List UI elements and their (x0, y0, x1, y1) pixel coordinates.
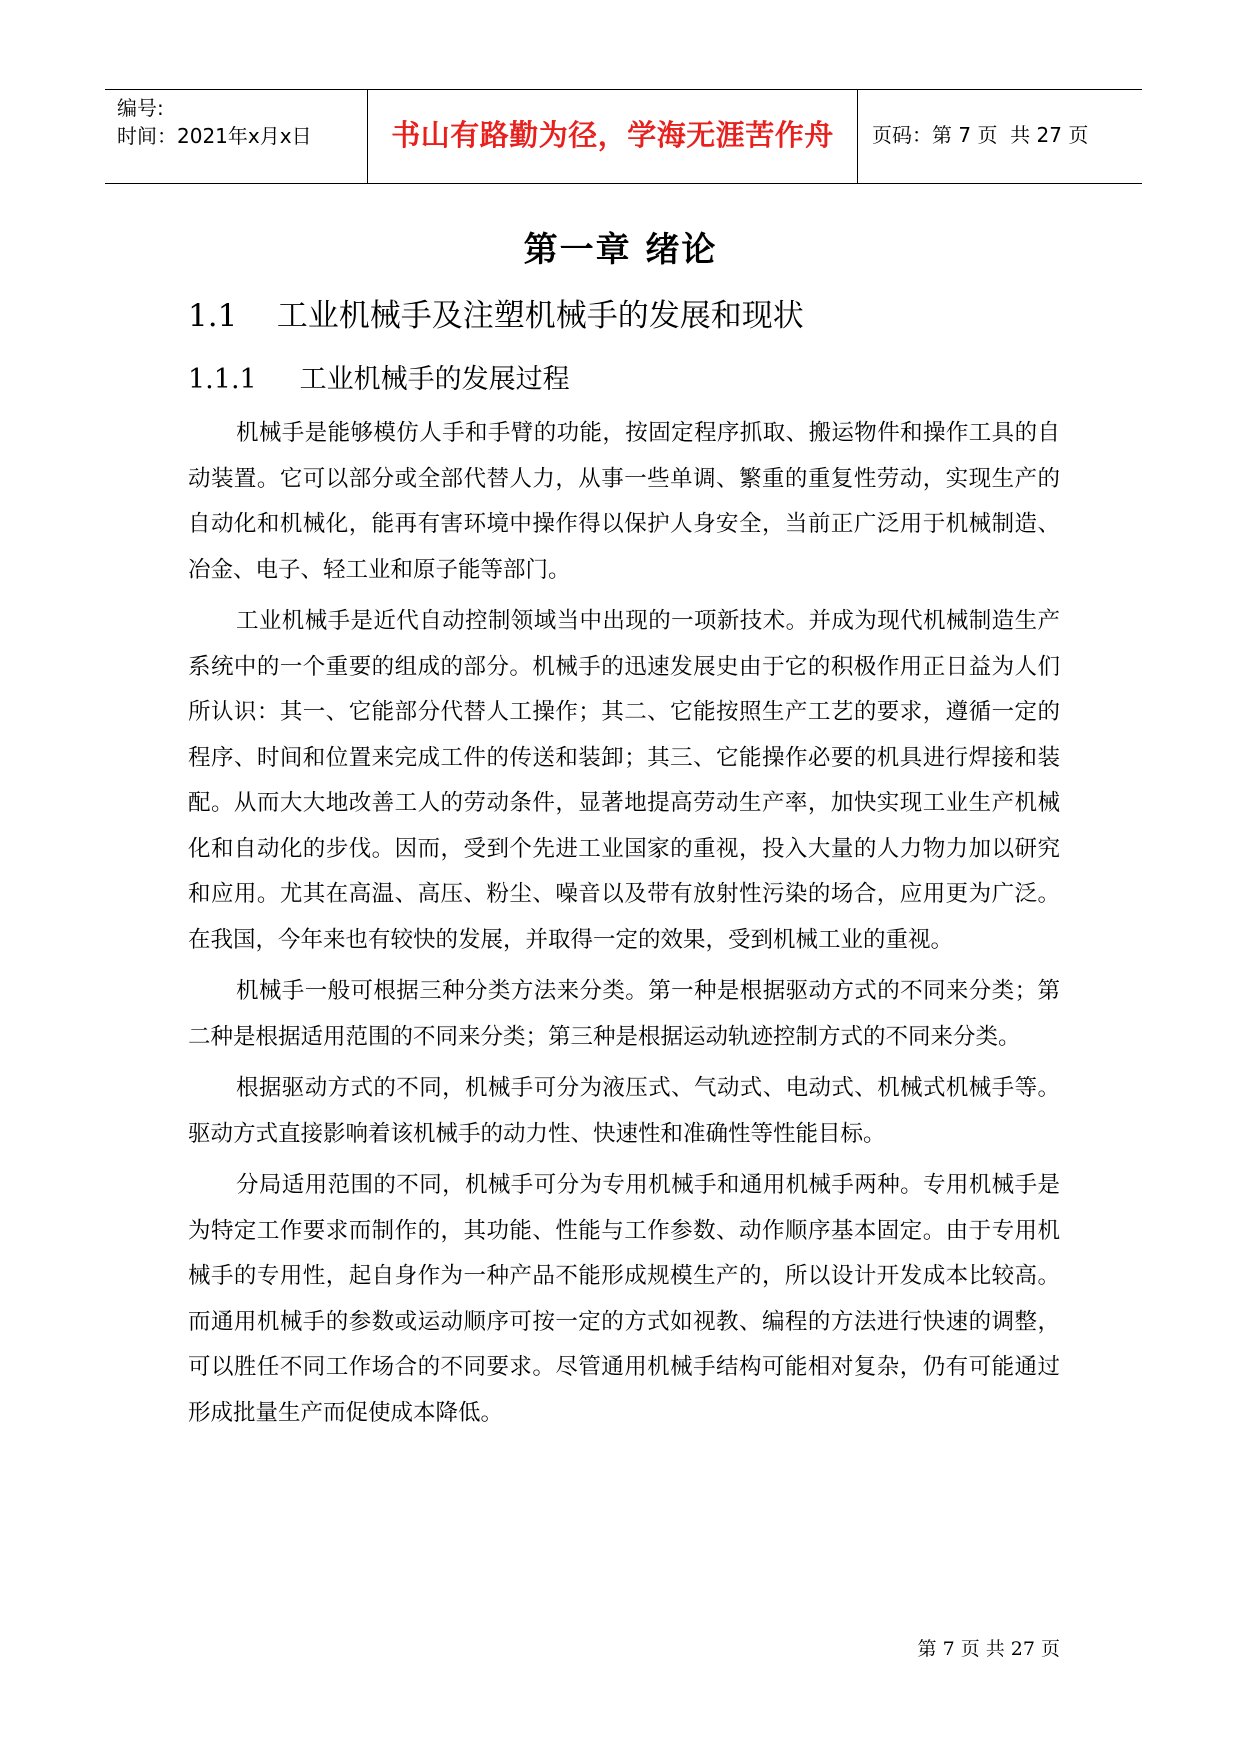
paragraph: 根据驱动方式的不同，机械手可分为液压式、气动式、电动式、机械式机械手等。驱动方式直接影响着该机械手的动力性、快速性和准确性等性能目标。 (188, 1075, 1060, 1147)
document-header (105, 89, 1142, 184)
header-meta-cell (105, 90, 368, 183)
page-footer: 第 7 页 共 27 页 (917, 1638, 1060, 1660)
header-page-info: 页码：第 7 页 共 27 页 (872, 123, 1089, 147)
header-number-label: 编号: (117, 96, 164, 120)
body-text (188, 411, 1060, 1442)
subsection-heading: 1.1.1 工业机械手的发展过程 (188, 364, 570, 395)
chapter-title: 第一章 绪论 (523, 230, 718, 270)
paragraph: 工业机械手是近代自动控制领域当中出现的一项新技术。并成为现代机械制造生产系统中的一个重要的组成的部分。机械手的迅速发展史由于它的积极作用正日益为人们所认识：其一、它能部分代替人工操作；其二、它能按照生产工艺的要求，遵循一定的程序、时间和位置来完成工件的传送和装卸；其三、它能操作必要的机具进行焊接和装配。从而大大地改善工人的劳动条件，显著地提高劳动生产率，加快实现工业生产机械化和自动化的步伐。因而，受到个先进工业国家的重视，投入大量的人力物力加以研究和应用。尤其在高温、高压、粉尘、噪音以及带有放射性污染的场合，应用更为广泛。在我国，今年来也有较快的发展，并取得一定的效果，受到机械工业的重视。 (188, 608, 1060, 953)
section-heading: 1.1 工业机械手及注塑机械手的发展和现状 (188, 298, 804, 334)
paragraph: 机械手是能够模仿人手和手臂的功能，按固定程序抓取、搬运物件和操作工具的自动装置。它可以部分或全部代替人力，从事一些单调、繁重的重复性劳动，实现生产的自动化和机械化，能再有害环境中操作得以保护人身安全，当前正广泛用于机械制造、冶金、电子、轻工业和原子能等部门。 (188, 420, 1060, 583)
paragraph: 机械手一般可根据三种分类方法来分类。第一种是根据驱动方式的不同来分类；第二种是根据适用范围的不同来分类；第三种是根据运动轨迹控制方式的不同来分类。 (188, 978, 1060, 1050)
header-motto: 书山有路勤为径，学海无涯苦作舟 (368, 90, 858, 183)
paragraph: 分局适用范围的不同，机械手可分为专用机械手和通用机械手两种。专用机械手是为特定工作要求而制作的，其功能、性能与工作参数、动作顺序基本固定。由于专用机械手的专用性，起自身作为一种产品不能形成规模生产的，所以设计开发成本比较高。而通用机械手的参数或运动顺序可按一定的方式如视教、编程的方法进行快速的调整，可以胜任不同工作场合的不同要求。尽管通用机械手结构可能相对复杂，仍有可能通过形成批量生产而促使成本降低。 (188, 1172, 1060, 1426)
header-time-label: 时间：2021年x月x日 (117, 124, 312, 148)
